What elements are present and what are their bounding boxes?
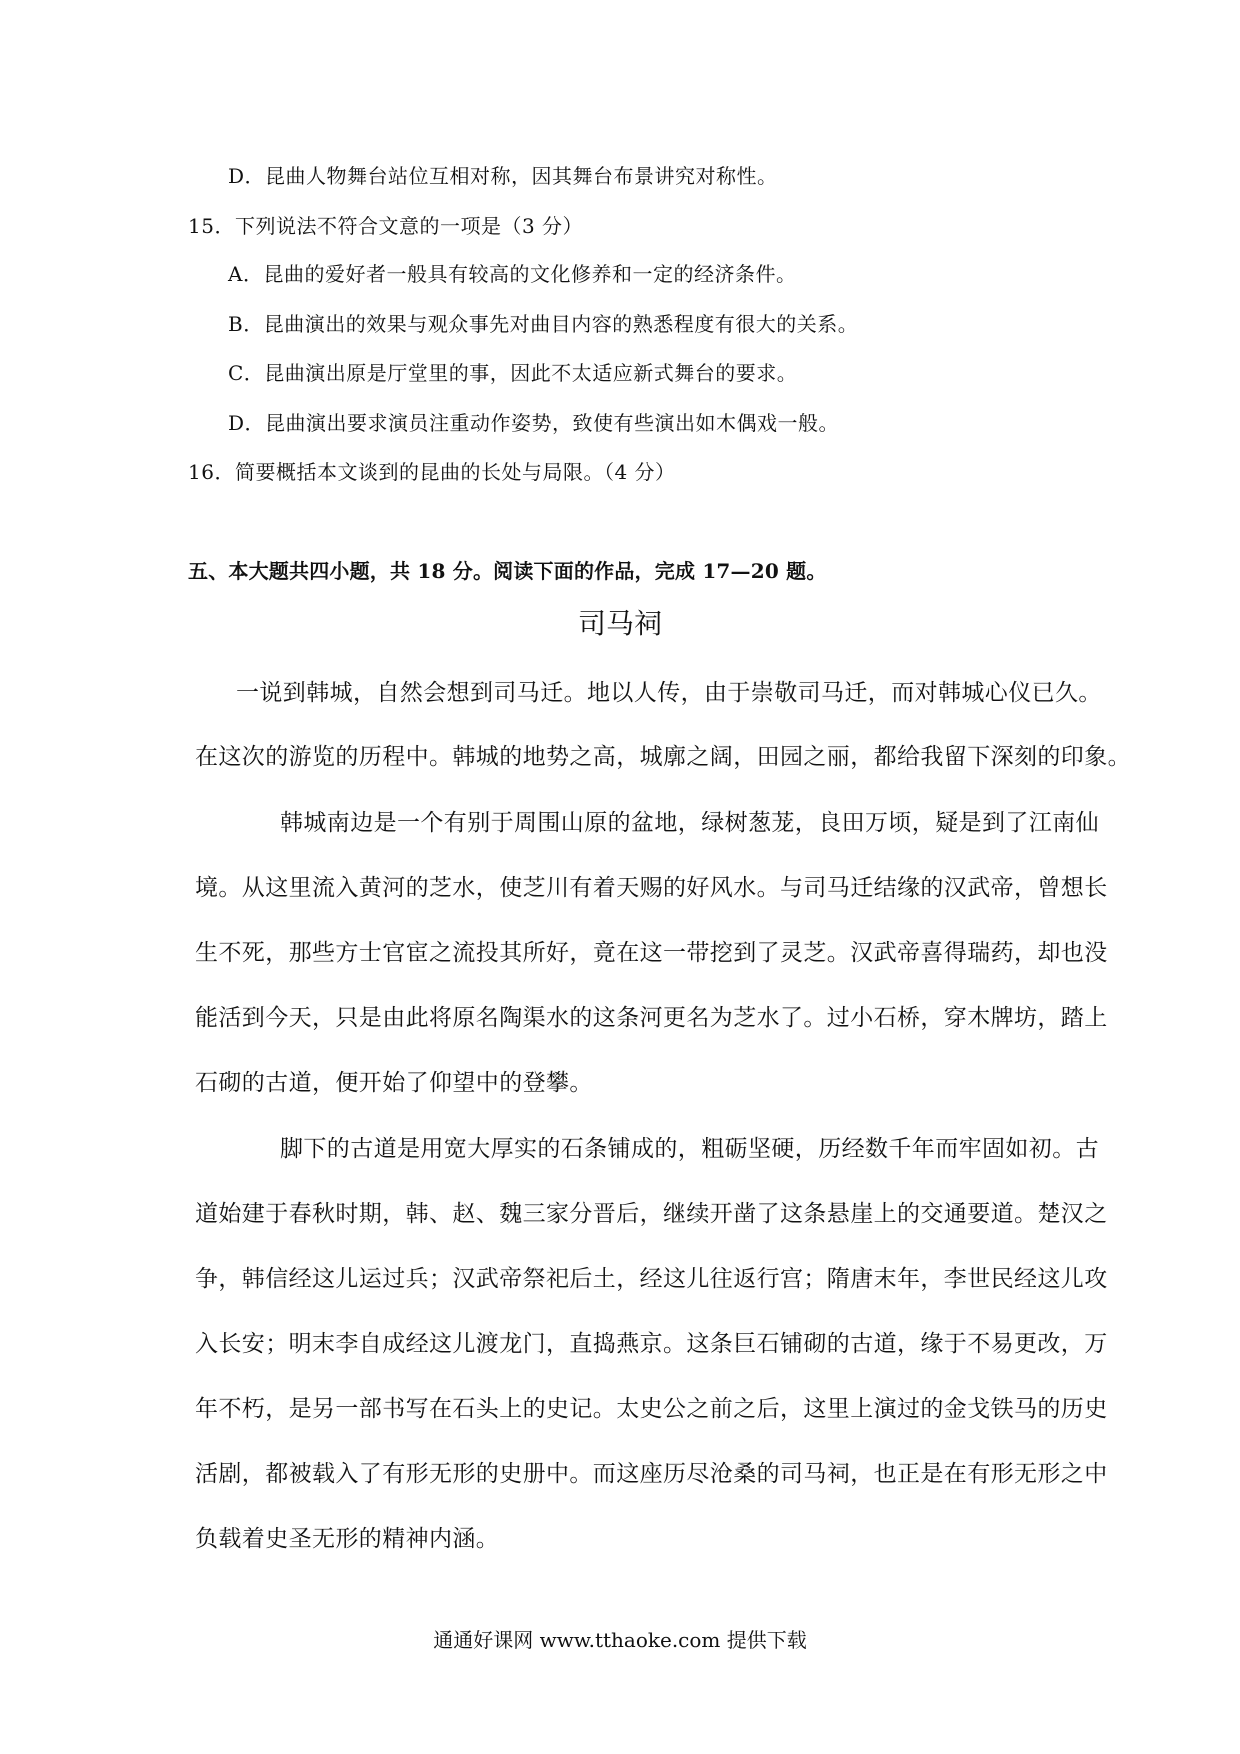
article-line: 年不朽，是另一部书写在石头上的史记。太史公之前之后，这里上演过的金戈铁马的历史	[195, 1396, 1108, 1422]
q15-option-b: B．昆曲演出的效果与观众事先对曲目内容的熟悉程度有很大的关系。	[228, 312, 859, 336]
article-line: 境。从这里流入黄河的芝水，使芝川有着天赐的好风水。与司马迁结缘的汉武帝，曾想长	[195, 875, 1108, 901]
article-title: 司马祠	[577, 607, 662, 640]
q14-option-d: D．昆曲人物舞台站位互相对称，因其舞台布景讲究对称性。	[228, 164, 778, 188]
article-line: 石砌的古道，便开始了仰望中的登攀。	[195, 1070, 593, 1096]
article-line: 活剧，都被载入了有形无形的史册中。而这座历尽沧桑的司马祠，也正是在有形无形之中	[195, 1461, 1108, 1487]
q15-stem: 15．下列说法不符合文意的一项是（3 分）	[188, 214, 584, 238]
q15-option-d: D．昆曲演出要求演员注重动作姿势，致使有些演出如木偶戏一般。	[228, 411, 840, 435]
article-line: 争，韩信经这儿运过兵；汉武帝祭祀后土，经这儿往返行宫；隋唐末年，李世民经这儿攻	[195, 1266, 1108, 1292]
article-line: 能活到今天，只是由此将原名陶渠水的这条河更名为芝水了。过小石桥，穿木牌坊，踏上	[195, 1005, 1108, 1031]
section-heading: 五、本大题共四小题，共 18 分。阅读下面的作品，完成 17—20 题。	[188, 559, 827, 583]
article-line: 在这次的游览的历程中。韩城的地势之高，城廓之阔，田园之丽，都给我留下深刻的印象。	[195, 744, 1131, 770]
article-line: 一说到韩城，自然会想到司马迁。地以人传，由于崇敬司马迁，而对韩城心仪已久。	[236, 680, 1102, 706]
article-line: 韩城南边是一个有别于周围山原的盆地，绿树葱茏，良田万顷，疑是到了江南仙	[280, 810, 1099, 836]
article-line: 道始建于春秋时期，韩、赵、魏三家分晋后，继续开凿了这条悬崖上的交通要道。楚汉之	[195, 1201, 1108, 1227]
footer-credit: 通通好课网 www.tthaoke.com 提供下载	[433, 1628, 807, 1652]
article-line: 入长安；明末李自成经这儿渡龙门，直捣燕京。这条巨石铺砌的古道，缘于不易更改，万	[195, 1331, 1108, 1357]
q15-option-a: A．昆曲的爱好者一般具有较高的文化修养和一定的经济条件。	[228, 262, 797, 286]
article-line: 脚下的古道是用宽大厚实的石条铺成的，粗砺坚硬，历经数千年而牢固如初。古	[280, 1136, 1099, 1162]
q15-option-c: C．昆曲演出原是厅堂里的事，因此不太适应新式舞台的要求。	[228, 361, 798, 385]
q16-stem: 16．简要概括本文谈到的昆曲的长处与局限。（4 分）	[188, 460, 676, 484]
article-line: 负载着史圣无形的精神内涵。	[195, 1526, 500, 1552]
article-line: 生不死，那些方士官宦之流投其所好，竟在这一带挖到了灵芝。汉武帝喜得瑞药，却也没	[195, 940, 1108, 966]
